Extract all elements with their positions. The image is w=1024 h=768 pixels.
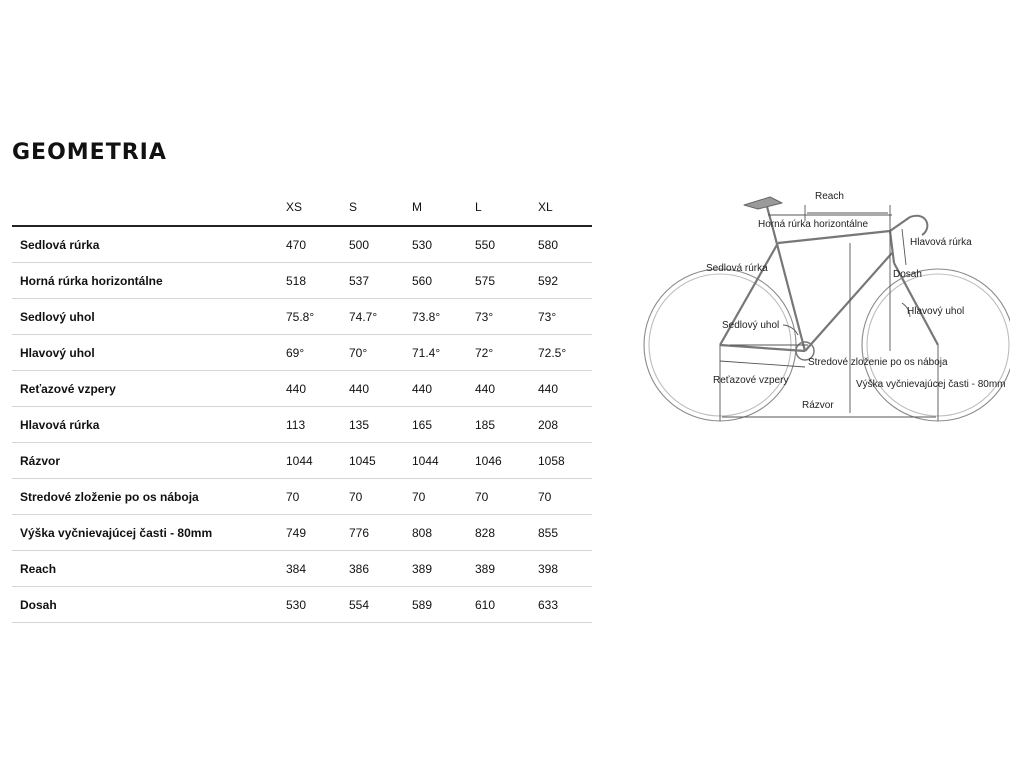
cell-value: 75.8° (286, 299, 349, 335)
table-row (12, 371, 592, 407)
cell-value: 440 (412, 371, 475, 407)
header-size: L (475, 189, 538, 226)
cell-value: 113 (286, 407, 349, 443)
table-row (12, 335, 592, 371)
cell-value: 470 (286, 226, 349, 263)
cell-value: 589 (412, 587, 475, 623)
table-row (12, 551, 592, 587)
front-wheel (862, 269, 1010, 421)
table-row (12, 299, 592, 335)
row-label: Dosah (12, 587, 286, 623)
row-label: Horná rúrka horizontálne (12, 263, 286, 299)
label-top-tube: Horná rúrka horizontálne (758, 219, 869, 230)
cell-value: 69° (286, 335, 349, 371)
label-reach: Reach (815, 191, 844, 202)
cell-value: 389 (475, 551, 538, 587)
table-row (12, 587, 592, 623)
cell-value: 398 (538, 551, 592, 587)
table-row (12, 407, 592, 443)
row-label: Hlavový uhol (12, 335, 286, 371)
cell-value: 70 (286, 479, 349, 515)
row-label: Sedlová rúrka (12, 226, 286, 263)
table-row (12, 263, 592, 299)
cell-value: 550 (475, 226, 538, 263)
cell-value: 70 (349, 479, 412, 515)
cell-value: 554 (349, 587, 412, 623)
cell-value: 70° (349, 335, 412, 371)
cell-value: 70 (538, 479, 592, 515)
cell-value: 73.8° (412, 299, 475, 335)
cell-value: 575 (475, 263, 538, 299)
cell-value: 1058 (538, 443, 592, 479)
cell-value: 1046 (475, 443, 538, 479)
header-size: XL (538, 189, 592, 226)
bike-geometry-diagram (640, 185, 1010, 425)
cell-value: 855 (538, 515, 592, 551)
cell-value: 386 (349, 551, 412, 587)
label-bb-drop: Stredové zloženie po os náboja (808, 357, 948, 368)
table-row (12, 515, 592, 551)
cell-value: 165 (412, 407, 475, 443)
row-label: Hlavová rúrka (12, 407, 286, 443)
cell-value: 74.7° (349, 299, 412, 335)
label-seat-tube: Sedlová rúrka (706, 263, 768, 274)
cell-value: 537 (349, 263, 412, 299)
cell-value: 776 (349, 515, 412, 551)
label-seat-angle: Sedlový uhol (722, 320, 780, 331)
cell-value: 70 (412, 479, 475, 515)
row-label: Rázvor (12, 443, 286, 479)
cell-value: 72.5° (538, 335, 592, 371)
cell-value: 518 (286, 263, 349, 299)
header-label-column (12, 189, 286, 226)
row-label: Reťazové vzpery (12, 371, 286, 407)
cell-value: 610 (475, 587, 538, 623)
cell-value: 72° (475, 335, 538, 371)
cell-value: 440 (475, 371, 538, 407)
page-title: GEOMETRIA (12, 140, 167, 165)
cell-value: 749 (286, 515, 349, 551)
row-label: Sedlový uhol (12, 299, 286, 335)
table-row (12, 443, 592, 479)
cell-value: 71.4° (412, 335, 475, 371)
cell-value: 633 (538, 587, 592, 623)
label-head-tube: Hlavová rúrka (910, 237, 972, 248)
label-chainstay: Reťazové vzpery (713, 375, 789, 386)
header-size: XS (286, 189, 349, 226)
row-label: Reach (12, 551, 286, 587)
cell-value: 135 (349, 407, 412, 443)
cell-value: 440 (286, 371, 349, 407)
header-size: S (349, 189, 412, 226)
table-header-row (12, 189, 592, 226)
table-row (12, 479, 592, 515)
cell-value: 500 (349, 226, 412, 263)
cell-value: 389 (412, 551, 475, 587)
cell-value: 1044 (412, 443, 475, 479)
label-wheelbase: Rázvor (802, 400, 834, 411)
cell-value: 580 (538, 226, 592, 263)
label-head-angle: Hlavový uhol (907, 306, 965, 317)
cell-value: 70 (475, 479, 538, 515)
cell-value: 592 (538, 263, 592, 299)
cell-value: 384 (286, 551, 349, 587)
cell-value: 73° (538, 299, 592, 335)
geometry-table (12, 189, 592, 623)
label-standover: Výška vyčnievajúcej časti - 80mm (856, 379, 1006, 390)
table-row (12, 226, 592, 263)
row-label: Stredové zloženie po os náboja (12, 479, 286, 515)
cell-value: 208 (538, 407, 592, 443)
cell-value: 808 (412, 515, 475, 551)
cell-value: 530 (286, 587, 349, 623)
cell-value: 1045 (349, 443, 412, 479)
cell-value: 440 (538, 371, 592, 407)
label-stack: Dosah (893, 269, 922, 280)
cell-value: 530 (412, 226, 475, 263)
cell-value: 440 (349, 371, 412, 407)
cell-value: 560 (412, 263, 475, 299)
row-label: Výška vyčnievajúcej časti - 80mm (12, 515, 286, 551)
cell-value: 1044 (286, 443, 349, 479)
cell-value: 185 (475, 407, 538, 443)
header-size: M (412, 189, 475, 226)
cell-value: 73° (475, 299, 538, 335)
cell-value: 828 (475, 515, 538, 551)
